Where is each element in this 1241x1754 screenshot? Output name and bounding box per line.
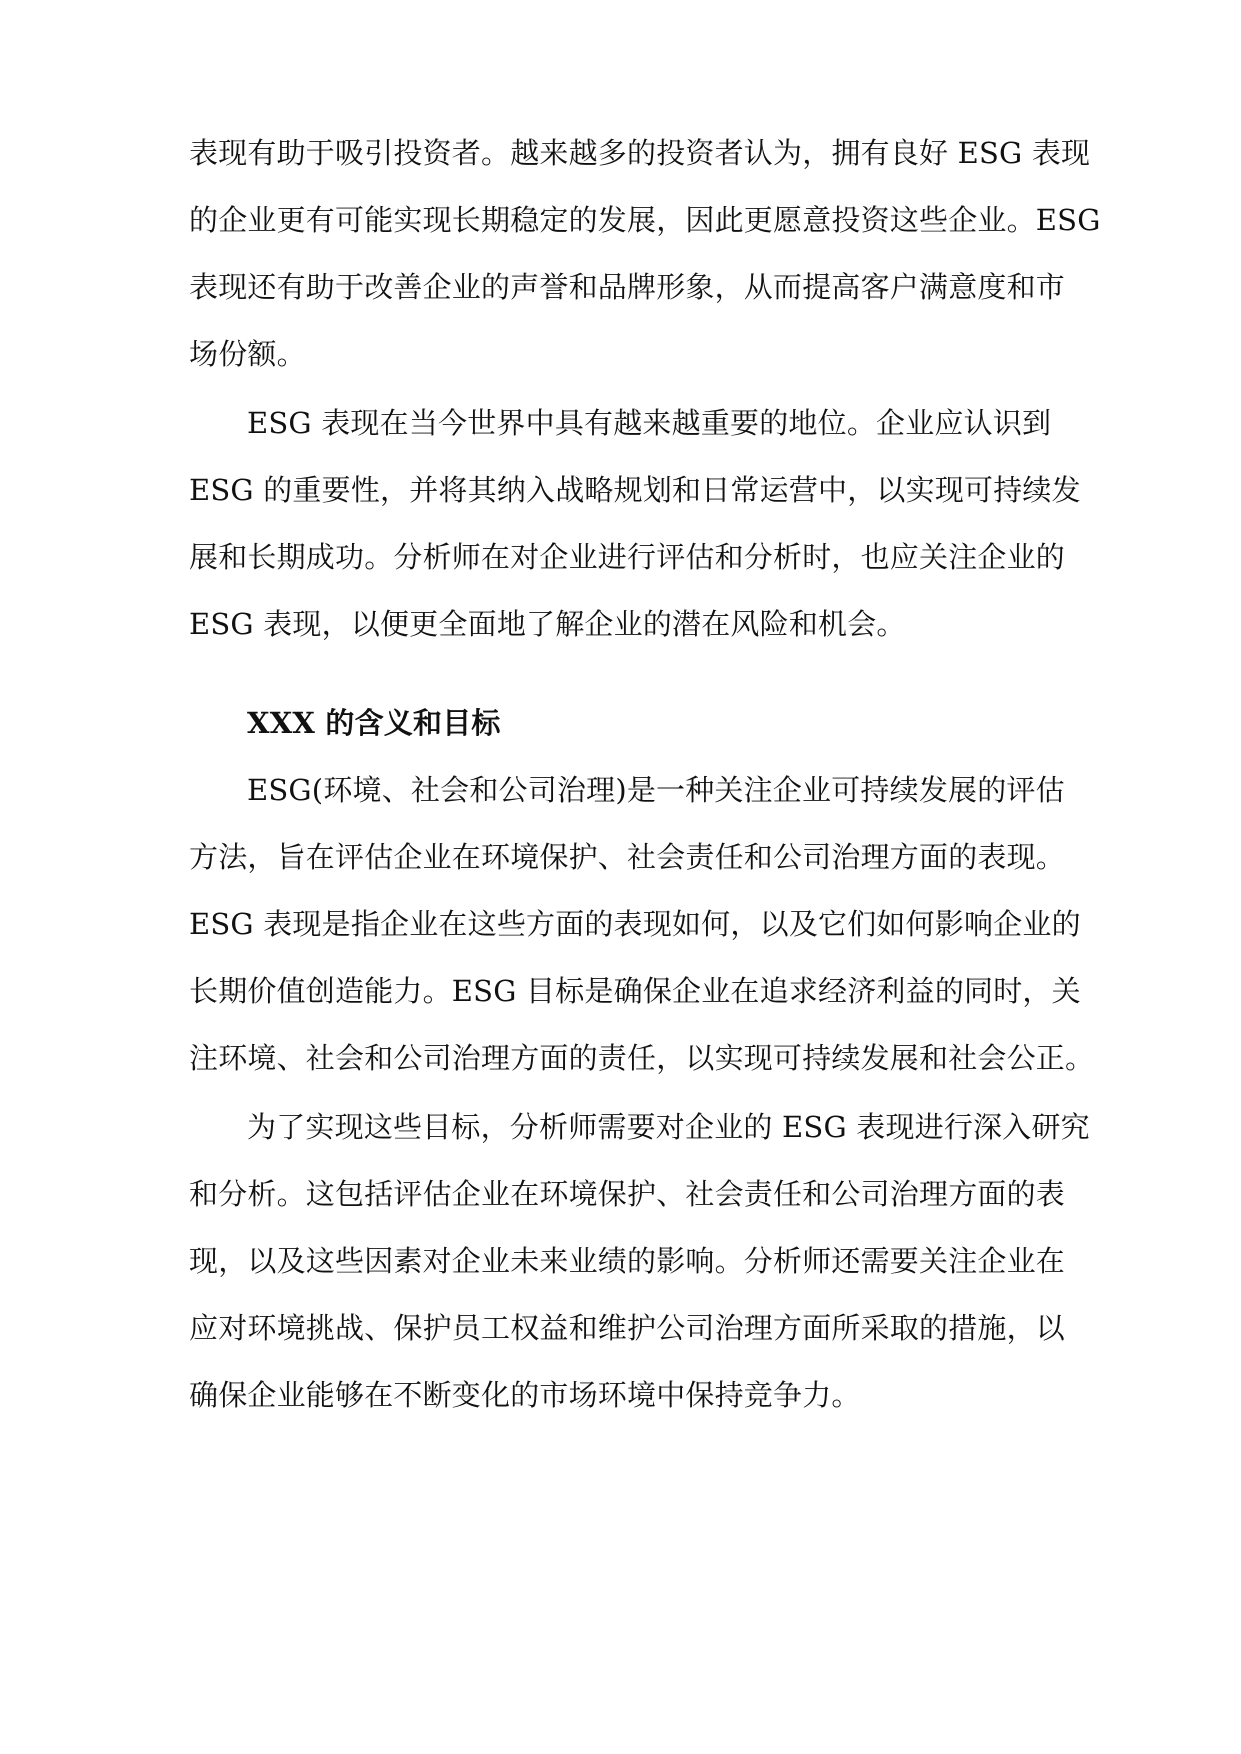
paragraph-2-line-1: ESG 表现在当今世界中具有越来越重要的地位。企业应认识到 (247, 406, 1052, 440)
paragraph-4-line-4: 应对环境挑战、保护员工权益和维护公司治理方面所采取的措施，以 (189, 1311, 1066, 1345)
paragraph-3-line-4: 长期价值创造能力。ESG 目标是确保企业在追求经济利益的同时，关 (189, 974, 1081, 1008)
paragraph-4-line-3: 现，以及这些因素对企业未来业绩的影响。分析师还需要关注企业在 (189, 1244, 1066, 1278)
section-heading: XXX 的含义和目标 (247, 706, 501, 740)
paragraph-3-line-2: 方法，旨在评估企业在环境保护、社会责任和公司治理方面的表现。 (189, 840, 1066, 874)
paragraph-4-line-2: 和分析。这包括评估企业在环境保护、社会责任和公司治理方面的表 (189, 1177, 1066, 1211)
paragraph-1-line-4: 场份额。 (189, 337, 306, 371)
paragraph-3-line-5: 注环境、社会和公司治理方面的责任，以实现可持续发展和社会公正。 (189, 1041, 1095, 1075)
paragraph-2-line-4: ESG 表现，以便更全面地了解企业的潜在风险和机会。 (189, 607, 906, 641)
paragraph-2-line-2: ESG 的重要性，并将其纳入战略规划和日常运营中，以实现可持续发 (189, 473, 1081, 507)
paragraph-1-line-1: 表现有助于吸引投资者。越来越多的投资者认为，拥有良好 ESG 表现 (189, 136, 1091, 170)
paragraph-3-line-3: ESG 表现是指企业在这些方面的表现如何，以及它们如何影响企业的 (189, 907, 1081, 941)
paragraph-4-line-1: 为了实现这些目标，分析师需要对企业的 ESG 表现进行深入研究 (247, 1110, 1090, 1144)
paragraph-4-line-5: 确保企业能够在不断变化的市场环境中保持竞争力。 (189, 1378, 861, 1412)
paragraph-2-line-3: 展和长期成功。分析师在对企业进行评估和分析时，也应关注企业的 (189, 540, 1066, 574)
paragraph-1-line-3: 表现还有助于改善企业的声誉和品牌形象，从而提高客户满意度和市 (189, 270, 1066, 304)
paragraph-3-line-1: ESG(环境、社会和公司治理)是一种关注企业可持续发展的评估 (247, 773, 1065, 807)
paragraph-1-line-2: 的企业更有可能实现长期稳定的发展，因此更愿意投资这些企业。ESG (189, 203, 1101, 237)
